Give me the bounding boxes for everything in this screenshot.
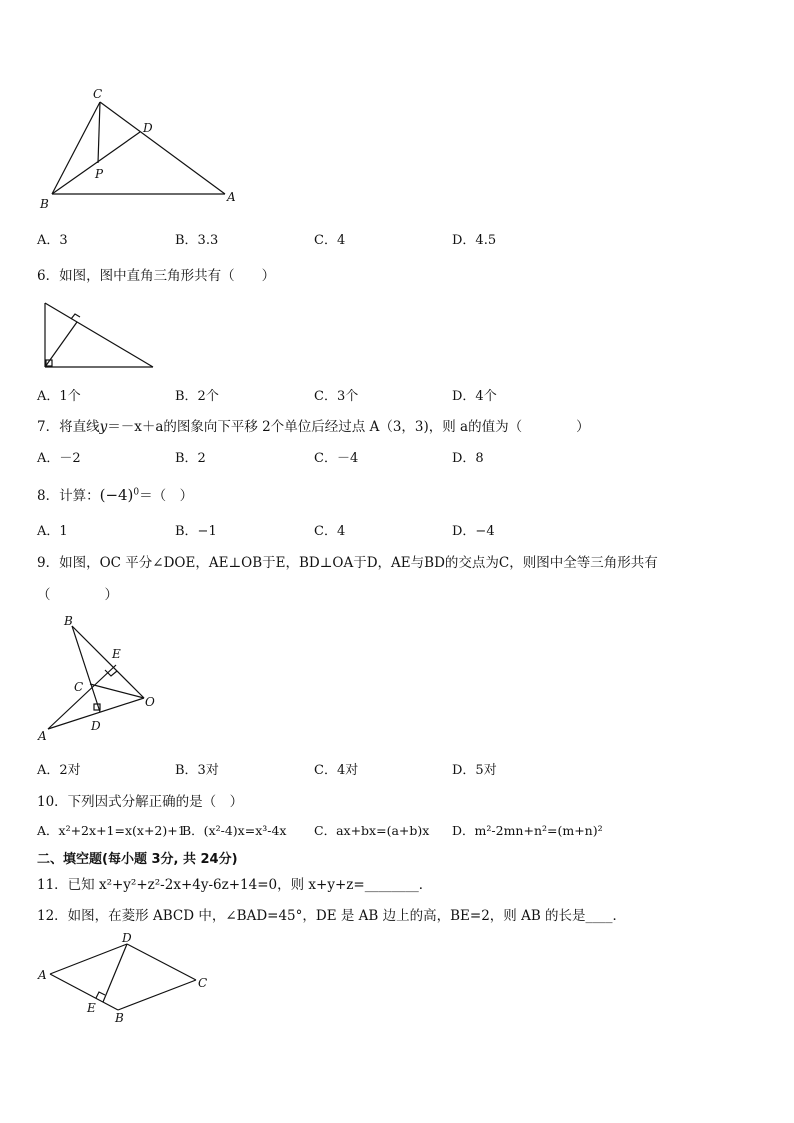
q5-label-p: P — [95, 167, 104, 181]
q7-stem-pre: 7．将直线 — [37, 419, 100, 435]
q7-stem — [37, 415, 590, 435]
q9-option-b: B．3对 — [175, 763, 219, 778]
q9-figure — [34, 612, 164, 744]
q11-stem: 11．已知 x²+y²+z²-2x+4y-6z+14=0，则 x+y+z=________． — [37, 877, 433, 893]
q10-option-d: D．m²-2mn+n²=(m+n)² — [452, 823, 603, 838]
q6-option-b: B．2个 — [175, 389, 219, 404]
q5-label-c: C — [93, 87, 103, 101]
q6-option-a: A．1个 — [37, 389, 81, 404]
q8-exponent: 0 — [133, 487, 140, 498]
q8-stem-post: ＝（ ） — [139, 488, 194, 504]
q12-label-a: A — [38, 968, 47, 982]
q6-option-c: C．3个 — [314, 389, 359, 404]
q9-option-d: D．5对 — [452, 763, 497, 778]
q8-stem — [37, 484, 193, 504]
q10-stem: 10．下列因式分解正确的是（ ） — [37, 794, 244, 810]
q6-stem: 6．如图，图中直角三角形共有（ ） — [37, 268, 276, 284]
q7-option-c: C．－4 — [314, 451, 359, 466]
q5-label-a: A — [227, 190, 236, 204]
q12-figure — [30, 928, 220, 1028]
q6-figure — [40, 298, 160, 372]
q12-label-d: D — [122, 931, 132, 945]
q12-label-c: C — [198, 976, 208, 990]
q8-option-c: C．4 — [314, 524, 346, 539]
q8-option-d: D．−4 — [452, 524, 495, 539]
q7-stem-y: y — [99, 419, 108, 435]
q10-option-b: B．(x²-4)x=x³-4x — [182, 823, 287, 838]
q12-stem: 12．如图，在菱形 ABCD 中，∠BAD=45°，DE 是 AB 边上的高，BE=2，则 AB 的长是____． — [37, 908, 627, 924]
q9-label-b: B — [64, 614, 73, 628]
q10-option-a: A．x²+2x+1=x(x+2)+1 — [37, 823, 186, 838]
q5-option-c: C．4 — [314, 233, 346, 248]
q7-stem-mid: ＝－x＋a的图象向下平移 2个单位后经过点 A（3，3)，则 a的值为（ ） — [107, 419, 590, 435]
q12-label-b: B — [115, 1011, 124, 1025]
q9-option-a: A．2对 — [37, 763, 81, 778]
q8-option-b: B．−1 — [175, 524, 217, 539]
q9-label-o: O — [145, 695, 155, 709]
q9-option-c: C．4对 — [314, 763, 359, 778]
q5-figure — [30, 84, 250, 216]
q12-label-e: E — [87, 1001, 96, 1015]
q7-option-a: A．－2 — [37, 451, 81, 466]
q7-option-d: D．8 — [452, 451, 484, 466]
q8-option-a: A．1 — [37, 524, 68, 539]
q7-option-b: B．2 — [175, 451, 206, 466]
q9-label-e: E — [112, 647, 121, 661]
q10-option-c: C．ax+bx=(a+b)x — [314, 823, 430, 838]
q9-label-a: A — [38, 729, 47, 743]
section-title: 二、填空题(每小题 3分, 共 24分) — [37, 852, 238, 867]
q8-base: (−4) — [99, 486, 134, 504]
q5-label-d: D — [143, 121, 153, 135]
q9-label-c: C — [74, 680, 84, 694]
q5-option-b: B．3.3 — [175, 233, 219, 248]
q6-option-d: D．4个 — [452, 389, 497, 404]
q5-label-b: B — [40, 197, 49, 211]
q5-option-a: A．3 — [37, 233, 68, 248]
q9-stem-line2: （ ） — [37, 587, 118, 603]
q8-stem-pre: 8．计算： — [37, 488, 100, 504]
q9-stem: 9．如图，OC 平分∠DOE，AE⊥OB于E，BD⊥OA于D，AE与BD的交点为C，则图中全等三角形共有 — [37, 555, 658, 571]
q9-label-d: D — [91, 719, 101, 733]
q5-option-d: D．4.5 — [452, 233, 497, 248]
